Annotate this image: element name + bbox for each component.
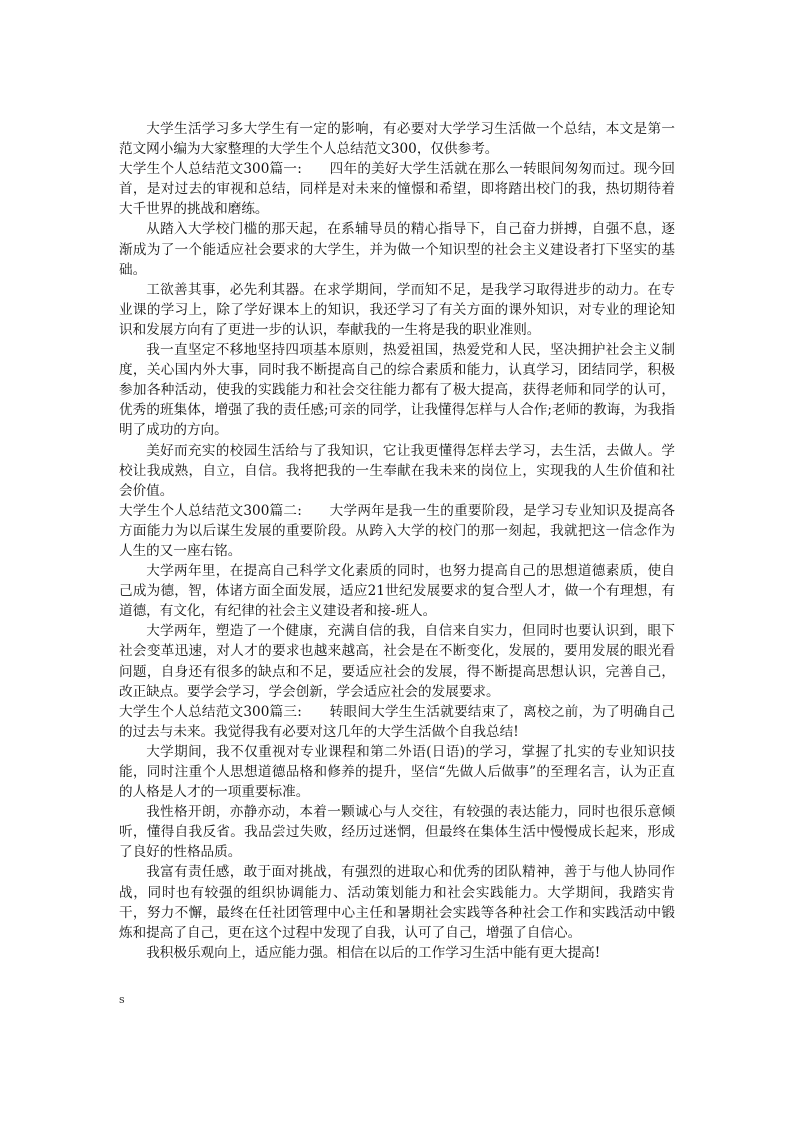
- body-paragraph: 美好而充实的校园生活给与了我知识，它让我更懂得怎样去学习，去生活，去做人。学校让我成熟，自立，自信。我将把我的一生奉献在我未来的岗位上，实现我的人生价值和社会价值。: [119, 442, 675, 499]
- body-paragraph: 大学两年，塑造了一个健康，充满自信的我，自信来自实力，但同时也要认识到，眼下社会变革迅速，对人才的要求也越来越高，社会是在不断变化，发展的，要用发展的眼光看问题，自身还有很多的缺点和不足，要适应社会的发展，得不断提高思想认识，完善自己，改正缺点。要学会学习，学会创新，学会适应社会的发展要求。: [119, 623, 675, 700]
- section-one-opening-paragraph: 大学生个人总结范文300篇一: 四年的美好大学生活就在那么一转眼间匆匆而过。现今回首，是对过去的审视和总结，同样是对未来的憧憬和希望，即将踏出校门的我，热切期待着大千世界的挑战和磨练。: [119, 161, 675, 218]
- document-body: [119, 119, 675, 963]
- closing-paragraph: 我积极乐观向上，适应能力强。相信在以后的工作学习生活中能有更大提高!: [146, 944, 601, 961]
- section-three-opening-paragraph: 大学生个人总结范文300篇三: 转眼间大学生生活就要结束了，离校之前，为了明确自己的过去与未来。我觉得我有必要对这几年的大学生活做个自我总结!: [119, 703, 675, 740]
- body-paragraph: 我性格开朗，亦静亦动，本着一颗诚心与人交往，有较强的表达能力，同时也很乐意倾听，懂得自我反省。我品尝过失败，经历过迷惘，但最终在集体生活中慢慢成长起来，形成了良好的性格品质。: [119, 804, 675, 861]
- body-paragraph: 大学两年里，在提高自己科学文化素质的同时，也努力提高自己的思想道德素质，使自己成为德，智，体诸方面全面发展，适应21世纪发展要求的复合型人才，做一个有理想，有道德，有文化，有纪律的社会主义建设者和接-班人。: [119, 563, 675, 620]
- body-paragraph: 大学期间，我不仅重视对专业课程和第二外语(日语)的学习，掌握了扎实的专业知识技能，同时注重个人思想道德品格和修养的提升，坚信“先做人后做事”的至理名言，认为正直的人格是人才的一项重要标准。: [119, 743, 675, 801]
- body-paragraph: 从踏入大学校门槛的那天起，在系辅导员的精心指导下，自己奋力拼搏，自强不息，逐渐成为了一个能适应社会要求的大学生，并为做一个知识型的社会主义建设者打下坚实的基础。: [119, 221, 675, 278]
- body-paragraph: 我富有责任感，敢于面对挑战，有强烈的进取心和优秀的团队精神，善于与他人协同作战，同时也有较强的组织协调能力、活动策划能力和社会实践能力。大学期间，我踏实肯干，努力不懈，最终在任社团管理中心主任和暑期社会实践等各种社会工作和实践活动中锻炼和提高了自己，更在这个过程中发现了自我，认可了自己，增强了自信心。: [119, 864, 675, 941]
- body-paragraph: 我一直坚定不移地坚持四项基本原则，热爱祖国，热爱党和人民，坚决拥护社会主义制度，关心国内外大事，同时我不断提高自己的综合素质和能力，认真学习，团结同学，积极参加各种活动，使我的实践能力和社会交往能力都有了极大提高，获得老师和同学的认可，优秀的班集体，增强了我的责任感;可亲的同学，让我懂得怎样与人合作;老师的教诲，为我指明了成功的方向。: [119, 342, 675, 439]
- intro-paragraph: 大学生活学习多大学生有一定的影响，有必要对大学学习生活做一个总结，本文是第一范文网小编为大家整理的大学生个人总结范文300，仅供参考。: [119, 121, 675, 158]
- section-two-opening-paragraph: 大学生个人总结范文300篇二: 大学两年是我一生的重要阶段，是学习专业知识及提高各方面能力为以后谋生发展的重要阶段。从跨入大学的校门的那一刻起，我就把这一信念作为人生的又一座右铭。: [119, 502, 675, 559]
- page-marker: s: [119, 993, 125, 1006]
- body-paragraph: 工欲善其事，必先利其器。在求学期间，学而知不足，是我学习取得进步的动力。在专业课的学习上，除了学好课本上的知识，我还学习了有关方面的课外知识，对专业的理论知识和发展方向有了更进一步的认识，奉献我的一生将是我的职业准则。: [119, 281, 675, 338]
